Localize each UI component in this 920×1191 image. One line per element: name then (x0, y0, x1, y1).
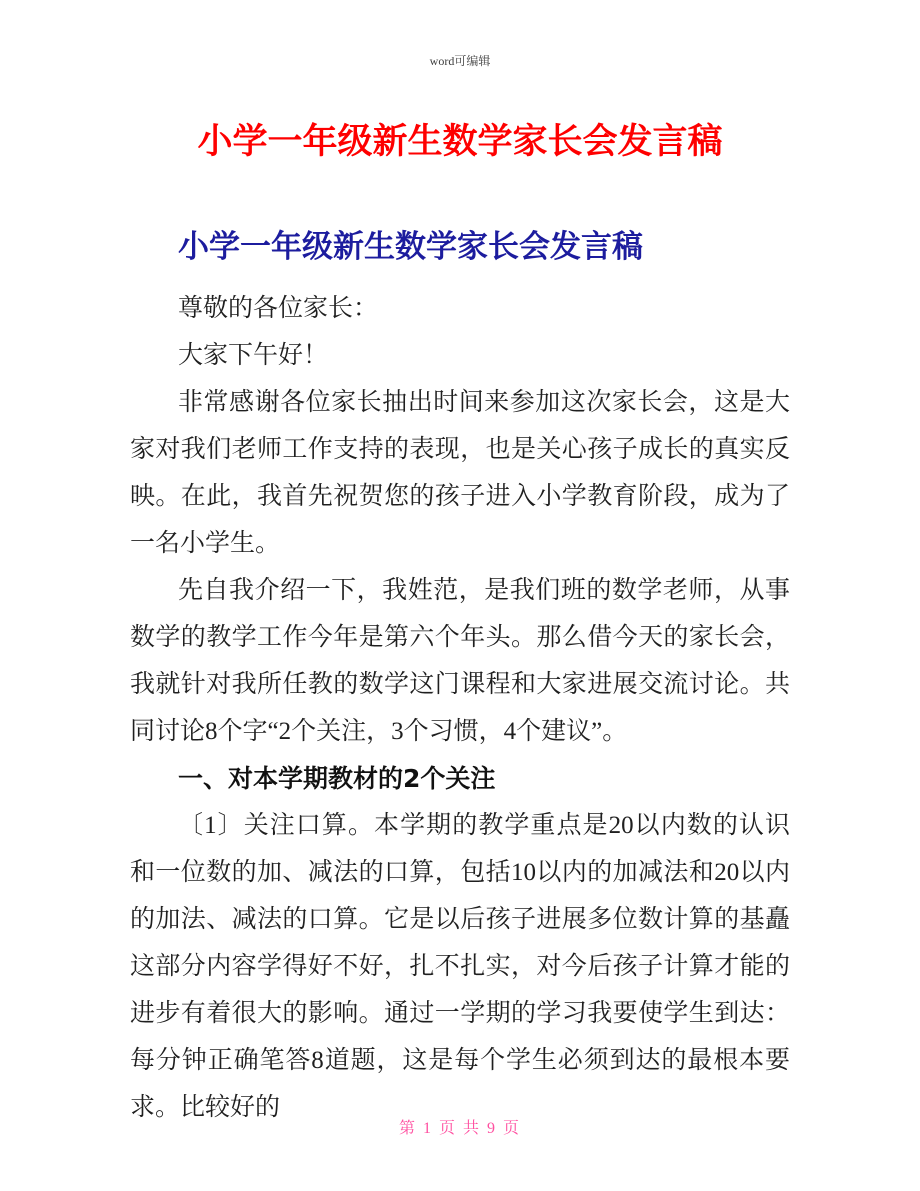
watermark-label: word可编辑 (429, 54, 491, 68)
paragraph-self-introduction: 先自我介绍一下，我姓范，是我们班的数学老师，从事数学的教学工作今年是第六个年头。那么借今天的家长会，我就针对我所任教的数学这门课程和大家进展交流讨论。共同讨论8个字“2个关注，3个习惯，4个建议”。 (130, 577, 790, 745)
page-number-footer: 第 1 页 共 9 页 (398, 1120, 521, 1137)
paragraph-focus-oral-calculation: 〔1〕关注口算。本学期的教学重点是20以内数的认识和一位数的加、减法的口算，包括10以内的加减法和20以内的加法、减法的口算。它是以后孩子进展多位数计算的基矗这部分内容学得好不好，扎不扎实，对今后孩子计算才能的进步有着很大的影响。通过一学期的学习我要使学生到达：每分钟正确笔答8道题，这是每个学生必须到达的最根本要求。比较好的 (130, 812, 790, 1121)
paragraph-thanks: 非常感谢各位家长抽出时间来参加这次家长会，这是大家对我们老师工作支持的表现，也是关心孩子成长的真实反映。在此，我首先祝贺您的孩子进入小学教育阶段，成为了一名小学生。 (130, 389, 790, 557)
document-body (130, 285, 790, 1131)
paragraph-greeting: 大家下午好！ (178, 342, 329, 369)
section-heading-1: 一、对本学期教材的2个关注 (178, 764, 496, 793)
document-subtitle: 小学一年级新生数学家长会发言稿 (178, 229, 643, 265)
document-title: 小学一年级新生数学家长会发言稿 (197, 122, 723, 162)
paragraph-salutation: 尊敬的各位家长： (178, 295, 379, 322)
